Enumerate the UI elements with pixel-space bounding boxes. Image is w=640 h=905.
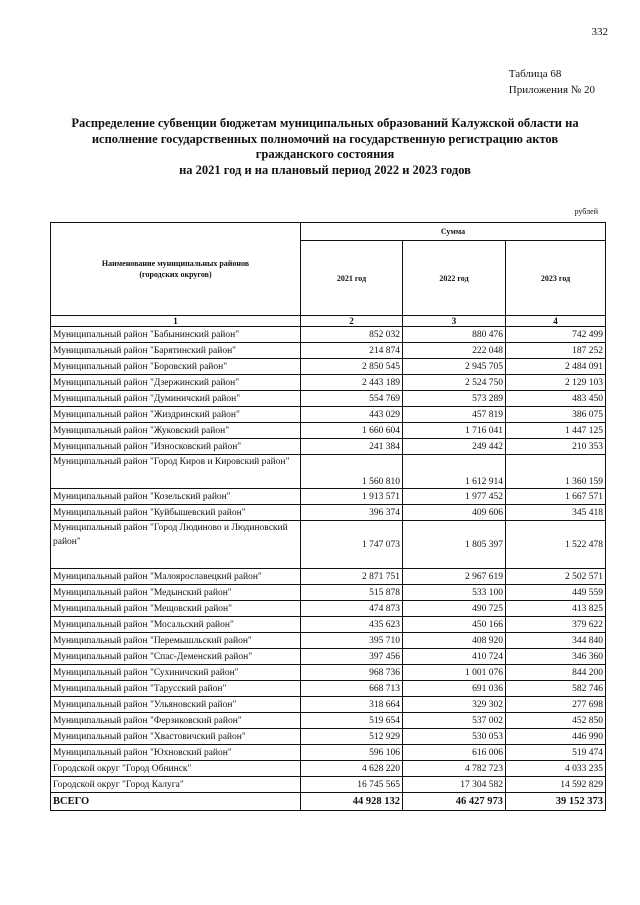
amount-2023: 14 592 829 bbox=[506, 777, 606, 793]
table-row bbox=[51, 697, 606, 713]
municipality-name: Муниципальный район "Город Киров и Кировский район" bbox=[51, 455, 301, 489]
municipality-name: Муниципальный район "Медынский район" bbox=[51, 585, 301, 601]
column-number: 4 bbox=[506, 316, 606, 327]
municipality-name: Муниципальный район "Малоярославецкий район" bbox=[51, 569, 301, 585]
table-row bbox=[51, 391, 606, 407]
table-label: Таблица 68 bbox=[508, 68, 562, 80]
municipality-name: Муниципальный район "Юхновский район" bbox=[51, 745, 301, 761]
amount-2022: 329 302 bbox=[403, 697, 506, 713]
amount-2023: 379 622 bbox=[506, 617, 606, 633]
amount-2023: 449 559 bbox=[506, 585, 606, 601]
amount-2022: 880 476 bbox=[403, 327, 506, 343]
municipality-name: Муниципальный район "Спас-Деменский район" bbox=[51, 649, 301, 665]
amount-2023: 742 499 bbox=[506, 327, 606, 343]
amount-2023: 2 129 103 bbox=[506, 375, 606, 391]
amount-2023: 413 825 bbox=[506, 601, 606, 617]
header-year-2022: 2022 год bbox=[403, 241, 506, 316]
table-row bbox=[51, 359, 606, 375]
amount-2023: 446 990 bbox=[506, 729, 606, 745]
table-row bbox=[51, 327, 606, 343]
amount-2023: 1 667 571 bbox=[506, 489, 606, 505]
amount-2022: 410 724 bbox=[403, 649, 506, 665]
header-municipality-line-1: Наименование муниципальных районов bbox=[101, 259, 250, 268]
amount-2023: 2 502 571 bbox=[506, 569, 606, 585]
municipality-name: Муниципальный район "Износковский район" bbox=[51, 439, 301, 455]
amount-2023: 187 252 bbox=[506, 343, 606, 359]
amount-2021: 16 745 565 bbox=[301, 777, 403, 793]
amount-2022: 1 716 041 bbox=[403, 423, 506, 439]
municipality-name: Муниципальный район "Козельский район" bbox=[51, 489, 301, 505]
amount-2023: 1 522 478 bbox=[506, 521, 606, 569]
title-line-4: на 2021 год и на плановый период 2022 и 2023 годов bbox=[179, 162, 471, 177]
header-municipality-line-2: (городских округов) bbox=[139, 270, 212, 279]
amount-2021: 668 713 bbox=[301, 681, 403, 697]
amount-2021: 4 628 220 bbox=[301, 761, 403, 777]
amount-2022: 1 977 452 bbox=[403, 489, 506, 505]
title-line-1: Распределение субвенции бюджетам муниципальных образований Калужской области на bbox=[71, 116, 579, 130]
total-label: ВСЕГО bbox=[51, 793, 301, 811]
amount-2021: 396 374 bbox=[301, 505, 403, 521]
amount-2023: 582 746 bbox=[506, 681, 606, 697]
amount-2022: 17 304 582 bbox=[403, 777, 506, 793]
amount-2021: 443 029 bbox=[301, 407, 403, 423]
document-title bbox=[40, 116, 610, 178]
total-2023: 39 152 373 bbox=[506, 793, 606, 811]
table-row bbox=[51, 521, 606, 569]
amount-2023: 483 450 bbox=[506, 391, 606, 407]
municipality-name: Муниципальный район "Дзержинский район" bbox=[51, 375, 301, 391]
table-row bbox=[51, 601, 606, 617]
amount-2023: 844 200 bbox=[506, 665, 606, 681]
amount-2022: 409 606 bbox=[403, 505, 506, 521]
amount-2023: 346 360 bbox=[506, 649, 606, 665]
municipality-name: Муниципальный район "Жиздринский район" bbox=[51, 407, 301, 423]
total-2022: 46 427 973 bbox=[403, 793, 506, 811]
amount-2021: 519 654 bbox=[301, 713, 403, 729]
amount-2021: 1 913 571 bbox=[301, 489, 403, 505]
amount-2023: 386 075 bbox=[506, 407, 606, 423]
table-row bbox=[51, 585, 606, 601]
municipality-name: Муниципальный район "Бабынинский район" bbox=[51, 327, 301, 343]
amount-2021: 397 456 bbox=[301, 649, 403, 665]
appendix-label: Приложения № 20 bbox=[508, 84, 595, 96]
municipality-name: Муниципальный район "Мещовский район" bbox=[51, 601, 301, 617]
table-row bbox=[51, 489, 606, 505]
amount-2021: 2 850 545 bbox=[301, 359, 403, 375]
amount-2022: 2 524 750 bbox=[403, 375, 506, 391]
amount-2022: 616 006 bbox=[403, 745, 506, 761]
amount-2022: 1 001 076 bbox=[403, 665, 506, 681]
column-number: 2 bbox=[301, 316, 403, 327]
municipality-name: Муниципальный район "Город Людиново и Людиновский район" bbox=[51, 521, 301, 569]
amount-2022: 408 920 bbox=[403, 633, 506, 649]
amount-2023: 452 850 bbox=[506, 713, 606, 729]
column-number: 1 bbox=[51, 316, 301, 327]
column-number-row bbox=[51, 316, 606, 327]
amount-2021: 318 664 bbox=[301, 697, 403, 713]
amount-2021: 241 384 bbox=[301, 439, 403, 455]
table-row bbox=[51, 617, 606, 633]
table-row bbox=[51, 439, 606, 455]
table-row bbox=[51, 423, 606, 439]
amount-2021: 214 874 bbox=[301, 343, 403, 359]
municipality-name: Муниципальный район "Ферзиковский район" bbox=[51, 713, 301, 729]
amount-2023: 519 474 bbox=[506, 745, 606, 761]
amount-2021: 515 878 bbox=[301, 585, 403, 601]
amount-2023: 1 360 159 bbox=[506, 455, 606, 489]
amount-2022: 450 166 bbox=[403, 617, 506, 633]
amount-2022: 530 053 bbox=[403, 729, 506, 745]
table-row bbox=[51, 681, 606, 697]
amount-2023: 2 484 091 bbox=[506, 359, 606, 375]
amount-2021: 395 710 bbox=[301, 633, 403, 649]
table-row bbox=[51, 729, 606, 745]
amount-2021: 968 736 bbox=[301, 665, 403, 681]
amount-2021: 1 660 604 bbox=[301, 423, 403, 439]
municipality-name: Муниципальный район "Сухиничский район" bbox=[51, 665, 301, 681]
total-row bbox=[51, 793, 606, 811]
table-row bbox=[51, 713, 606, 729]
municipality-name: Муниципальный район "Куйбышевский район" bbox=[51, 505, 301, 521]
municipality-name: Муниципальный район "Хвастовичский район" bbox=[51, 729, 301, 745]
municipality-name: Муниципальный район "Тарусский район" bbox=[51, 681, 301, 697]
table-row bbox=[51, 569, 606, 585]
table-row bbox=[51, 343, 606, 359]
amount-2022: 1 612 914 bbox=[403, 455, 506, 489]
municipality-name: Городской округ "Город Обнинск" bbox=[51, 761, 301, 777]
amount-2021: 2 443 189 bbox=[301, 375, 403, 391]
municipality-name: Муниципальный район "Боровский район" bbox=[51, 359, 301, 375]
amount-2023: 345 418 bbox=[506, 505, 606, 521]
amount-2022: 2 967 619 bbox=[403, 569, 506, 585]
table-row bbox=[51, 505, 606, 521]
amount-2022: 490 725 bbox=[403, 601, 506, 617]
table-row bbox=[51, 777, 606, 793]
table-row bbox=[51, 745, 606, 761]
amount-2022: 537 002 bbox=[403, 713, 506, 729]
header-municipality bbox=[51, 223, 301, 316]
amount-2021: 596 106 bbox=[301, 745, 403, 761]
amount-2022: 573 289 bbox=[403, 391, 506, 407]
table-row bbox=[51, 455, 606, 489]
municipality-name: Муниципальный район "Перемышльский район" bbox=[51, 633, 301, 649]
amount-2023: 4 033 235 bbox=[506, 761, 606, 777]
table-row bbox=[51, 649, 606, 665]
amount-2021: 852 032 bbox=[301, 327, 403, 343]
amount-2022: 533 100 bbox=[403, 585, 506, 601]
amount-2021: 1 747 073 bbox=[301, 521, 403, 569]
amount-2022: 691 036 bbox=[403, 681, 506, 697]
title-line-2: исполнение государственных полномочий на государственную регистрацию актов bbox=[91, 131, 559, 146]
amount-2022: 1 805 397 bbox=[403, 521, 506, 569]
table-row bbox=[51, 407, 606, 423]
amount-2022: 457 819 bbox=[403, 407, 506, 423]
amount-2021: 2 871 751 bbox=[301, 569, 403, 585]
column-number: 3 bbox=[403, 316, 506, 327]
municipality-name: Муниципальный район "Думиничский район" bbox=[51, 391, 301, 407]
table-row bbox=[51, 375, 606, 391]
header-year-2023: 2023 год bbox=[506, 241, 606, 316]
municipality-name: Муниципальный район "Барятинский район" bbox=[51, 343, 301, 359]
municipality-name: Муниципальный район "Жуковский район" bbox=[51, 423, 301, 439]
page-number: 332 bbox=[591, 26, 608, 38]
amount-2021: 474 873 bbox=[301, 601, 403, 617]
units-label: рублей bbox=[574, 207, 598, 216]
amount-2023: 210 353 bbox=[506, 439, 606, 455]
table-row bbox=[51, 665, 606, 681]
amount-2021: 512 929 bbox=[301, 729, 403, 745]
table-reference bbox=[509, 66, 595, 98]
amount-2023: 277 698 bbox=[506, 697, 606, 713]
amount-2023: 344 840 bbox=[506, 633, 606, 649]
subvention-table bbox=[50, 222, 606, 811]
amount-2021: 1 560 810 bbox=[301, 455, 403, 489]
amount-2021: 435 623 bbox=[301, 617, 403, 633]
table-row bbox=[51, 761, 606, 777]
header-year-2021: 2021 год bbox=[301, 241, 403, 316]
title-line-3: гражданского состояния bbox=[255, 147, 395, 161]
amount-2022: 249 442 bbox=[403, 439, 506, 455]
total-2021: 44 928 132 bbox=[301, 793, 403, 811]
amount-2022: 222 048 bbox=[403, 343, 506, 359]
municipality-name: Городской округ "Город Калуга" bbox=[51, 777, 301, 793]
amount-2022: 2 945 705 bbox=[403, 359, 506, 375]
amount-2021: 554 769 bbox=[301, 391, 403, 407]
municipality-name: Муниципальный район "Ульяновский район" bbox=[51, 697, 301, 713]
table-row bbox=[51, 633, 606, 649]
amount-2022: 4 782 723 bbox=[403, 761, 506, 777]
municipality-name: Муниципальный район "Мосальский район" bbox=[51, 617, 301, 633]
amount-2023: 1 447 125 bbox=[506, 423, 606, 439]
header-sum: Сумма bbox=[301, 223, 606, 241]
